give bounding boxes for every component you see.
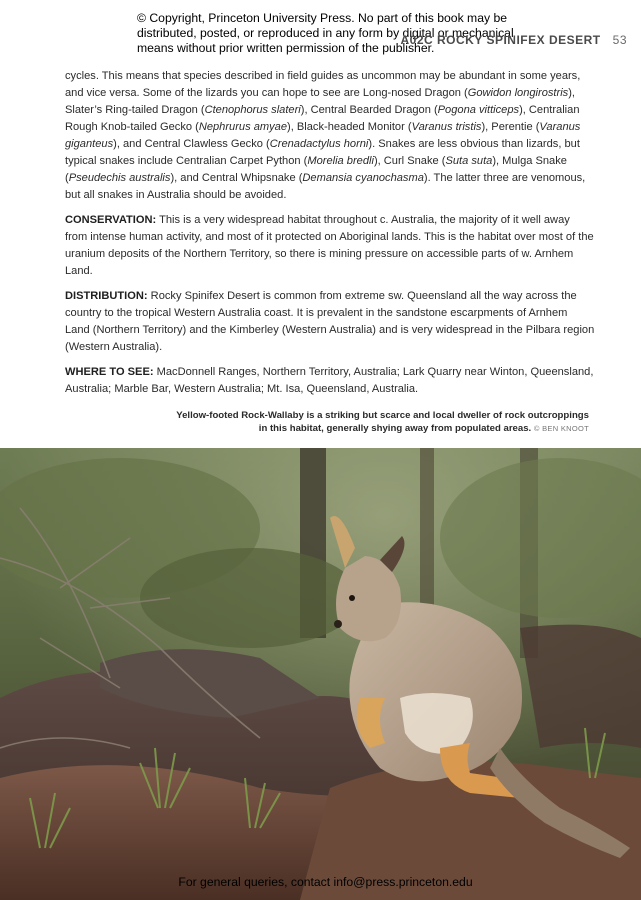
intro-text-run: ), Centralian Rough Knob-tailed Gecko ( <box>65 104 580 133</box>
intro-text-run: ), Slater’s Ring-tailed Dragon ( <box>65 87 575 116</box>
where-to-see-text: MacDonnell Ranges, Northern Territory, Australia; Lark Quarry near Winton, Queensland, Australia; Marble Bar, Western Australia; Mt. Isa, Queensland, Australia. <box>65 366 594 395</box>
copyright-line-1: © Copyright, Princeton University Press. No part of this book may be <box>137 11 508 25</box>
running-head <box>400 33 627 47</box>
photo-credit: © BEN KNOOT <box>533 424 589 433</box>
species-name: Gowidon longirostris <box>467 87 569 99</box>
species-name: Demansia cyanochasma <box>302 172 424 184</box>
where-to-see-heading: WHERE TO SEE: <box>65 366 154 378</box>
body-text <box>65 68 595 406</box>
caption-line-2: in this habitat, generally shying away from populated areas. <box>258 423 532 434</box>
intro-text-run: ), Mulga Snake ( <box>65 155 567 184</box>
intro-text-run: ), and Central Whipsnake ( <box>170 172 303 184</box>
intro-text-run: ), Black-headed Monitor ( <box>287 121 412 133</box>
species-name: Pseudechis australis <box>68 172 171 184</box>
copyright-line-3: means without prior written permission of the publisher. <box>137 41 435 55</box>
species-name: Pogona vitticeps <box>437 104 520 116</box>
species-name: Suta suta <box>445 155 493 167</box>
copyright-line-2: distributed, posted, or reproduced in any form by digital or mechanical <box>137 26 514 40</box>
caption-line-1: Yellow-footed Rock-Wallaby is a striking but scarce and local dweller of rock outcroppings <box>176 410 589 421</box>
species-name: Ctenophorus slateri <box>204 104 301 116</box>
species-name: Nephrurus amyae <box>198 121 288 133</box>
distribution-paragraph <box>65 288 595 356</box>
species-name: Varanus tristis <box>411 121 482 133</box>
caption-line-2-wrap <box>129 422 589 435</box>
intro-paragraph <box>65 68 595 204</box>
conservation-paragraph <box>65 212 595 280</box>
wallaby-photo <box>0 448 641 900</box>
conservation-text: This is a very widespread habitat throughout c. Australia, the majority of it well away from intense human activity, and most of it protected on Aboriginal lands. This is the habitat over most of the uranium deposits of the Northern Territory, so there is mining pressure on accessible parts of w. Arnhem Land. <box>65 214 594 277</box>
intro-text-run: ), Central Bearded Dragon ( <box>300 104 438 116</box>
conservation-heading: CONSERVATION: <box>65 214 157 226</box>
intro-text-run: ). Snakes are less obvious than lizards, but typical snakes include Centralian Carpet Python ( <box>65 138 580 167</box>
intro-text-run: ), Curl Snake ( <box>373 155 446 167</box>
distribution-heading: DISTRIBUTION: <box>65 290 148 302</box>
intro-text-run: ). The latter three are venomous, but all snakes in Australia should be avoided. <box>65 172 586 201</box>
where-to-see-paragraph <box>65 364 595 398</box>
photo-caption <box>129 409 589 435</box>
distribution-text: Rocky Spinifex Desert is common from extreme sw. Queensland all the way across the country to the tropical Western Australia coast. It is prevalent in the sandstone escarpments of Arnhem Land (Northern Territory) and the Kimberley (Western Australia) and is very widespread in the Pilbara region (Western Australia). <box>65 290 595 353</box>
intro-text-run: cycles. This means that species described in field guides as uncommon may be abundant in some years, and vice versa. Some of the lizards you can hope to see are Long-nosed Dragon ( <box>65 70 581 99</box>
intro-text-run: ), and Central Clawless Gecko ( <box>113 138 270 150</box>
page-number: 53 <box>612 33 627 47</box>
species-name: Crenadactylus horni <box>269 138 369 150</box>
species-name: Varanus giganteus <box>65 121 581 150</box>
footer-contact: For general queries, contact info@press.princeton.edu <box>178 875 473 889</box>
wallaby-photo-illustration <box>0 448 641 900</box>
species-name: Morelia bredli <box>307 155 374 167</box>
intro-text-run: ), Perentie ( <box>481 121 540 133</box>
running-head-title: A02C ROCKY SPINIFEX DESERT <box>400 33 601 47</box>
